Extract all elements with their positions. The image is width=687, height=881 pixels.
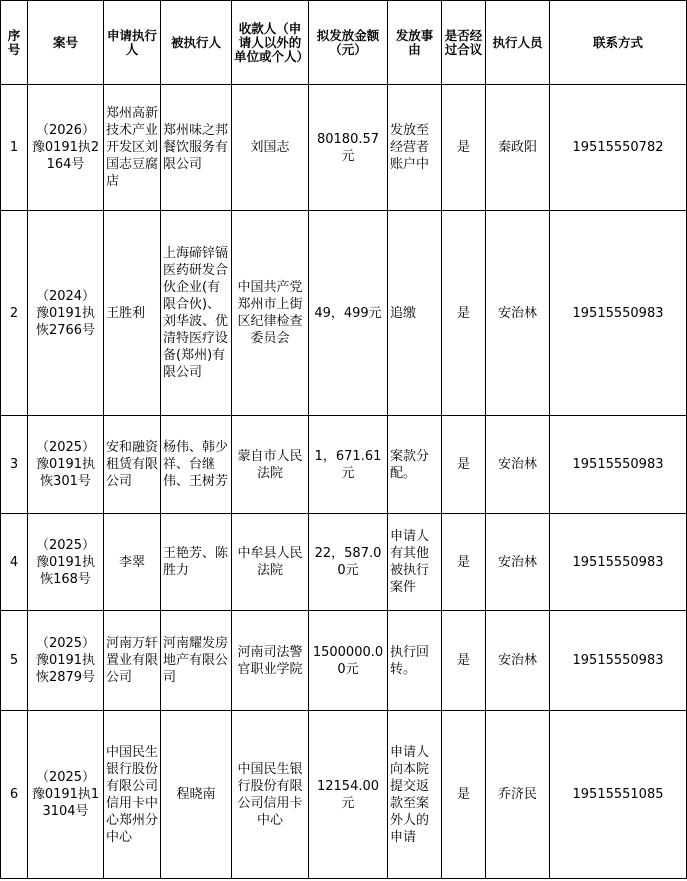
cell-seq: 5 xyxy=(1,611,28,711)
header-seq: 序号 xyxy=(1,1,28,85)
cell-officer: 安治林 xyxy=(486,514,550,611)
cell-respondent: 上海碲锌镉医药研发合伙企业(有限合伙)、刘华波、优清特医疗设备(郑州)有限公司 xyxy=(161,211,232,416)
cell-contact: 19515551085 xyxy=(550,711,687,879)
cell-payee: 中国民生银行股份有限公司信用卡中心 xyxy=(232,711,309,879)
cell-respondent: 程晓南 xyxy=(161,711,232,879)
cell-applicant: 郑州高新技术产业开发区刘国志豆腐店 xyxy=(104,85,161,211)
cell-amount: 12154.00元 xyxy=(309,711,388,879)
cell-meeting: 是 xyxy=(442,611,486,711)
header-reason: 发放事由 xyxy=(388,1,442,85)
cell-case-no: （2024）豫0191执恢2766号 xyxy=(28,211,104,416)
cell-seq: 6 xyxy=(1,711,28,879)
table-row xyxy=(1,211,687,416)
cell-contact: 19515550983 xyxy=(550,416,687,514)
cell-reason: 追缴 xyxy=(388,211,442,416)
cell-amount: 49，499元 xyxy=(309,211,388,416)
cell-payee: 中国共产党郑州市上街区纪律检查委员会 xyxy=(232,211,309,416)
cell-applicant: 河南万轩置业有限公司 xyxy=(104,611,161,711)
cell-payee: 刘国志 xyxy=(232,85,309,211)
cell-respondent: 杨伟、韩少祥、台继伟、王树芳 xyxy=(161,416,232,514)
cell-meeting: 是 xyxy=(442,416,486,514)
cell-payee: 河南司法警官职业学院 xyxy=(232,611,309,711)
cell-contact: 19515550983 xyxy=(550,611,687,711)
cell-amount: 80180.57元 xyxy=(309,85,388,211)
header-amount: 拟发放金额（元） xyxy=(309,1,388,85)
cell-meeting: 是 xyxy=(442,514,486,611)
table-row xyxy=(1,611,687,711)
cell-officer: 安治林 xyxy=(486,211,550,416)
cell-amount: 1，671.61元 xyxy=(309,416,388,514)
cell-seq: 3 xyxy=(1,416,28,514)
table-row xyxy=(1,514,687,611)
table-row xyxy=(1,85,687,211)
cell-meeting: 是 xyxy=(442,85,486,211)
cell-case-no: （2025）豫0191执恢2879号 xyxy=(28,611,104,711)
cell-officer: 安治林 xyxy=(486,416,550,514)
cell-contact: 19515550983 xyxy=(550,514,687,611)
cell-seq: 4 xyxy=(1,514,28,611)
cell-case-no: （2026）豫0191执2164号 xyxy=(28,85,104,211)
cell-reason: 发放至经营者账户中 xyxy=(388,85,442,211)
cell-applicant: 安和融资租赁有限公司 xyxy=(104,416,161,514)
cell-payee: 中牟县人民法院 xyxy=(232,514,309,611)
cell-amount: 1500000.00元 xyxy=(309,611,388,711)
header-applicant: 申请执行人 xyxy=(104,1,161,85)
header-payee: 收款人（申请人以外的单位或个人） xyxy=(232,1,309,85)
cell-meeting: 是 xyxy=(442,211,486,416)
cell-amount: 22，587.00元 xyxy=(309,514,388,611)
cell-respondent: 郑州味之邦餐饮服务有限公司 xyxy=(161,85,232,211)
cell-contact: 19515550782 xyxy=(550,85,687,211)
cell-seq: 2 xyxy=(1,211,28,416)
cell-applicant: 中国民生银行股份有限公司信用卡中心郑州分中心 xyxy=(104,711,161,879)
cell-applicant: 李翠 xyxy=(104,514,161,611)
cell-applicant: 王胜利 xyxy=(104,211,161,416)
cell-case-no: （2025）豫0191执13104号 xyxy=(28,711,104,879)
cell-reason: 案款分配。 xyxy=(388,416,442,514)
cell-case-no: （2025）豫0191执恢168号 xyxy=(28,514,104,611)
cell-respondent: 河南耀发房地产有限公司 xyxy=(161,611,232,711)
cell-payee: 蒙自市人民法院 xyxy=(232,416,309,514)
cell-reason: 执行回转。 xyxy=(388,611,442,711)
cell-respondent: 王艳芳、陈胜力 xyxy=(161,514,232,611)
cell-case-no: （2025）豫0191执恢301号 xyxy=(28,416,104,514)
cell-officer: 秦政阳 xyxy=(486,85,550,211)
table-row xyxy=(1,711,687,879)
header-row xyxy=(1,1,687,85)
cell-meeting: 是 xyxy=(442,711,486,879)
table-row xyxy=(1,416,687,514)
cell-reason: 申请人向本院提交返款至案外人的申请 xyxy=(388,711,442,879)
cell-reason: 申请人有其他被执行案件 xyxy=(388,514,442,611)
header-meeting: 是否经过合议 xyxy=(442,1,486,85)
cell-seq: 1 xyxy=(1,85,28,211)
cell-officer: 乔济民 xyxy=(486,711,550,879)
cell-officer: 安治林 xyxy=(486,611,550,711)
header-case-no: 案号 xyxy=(28,1,104,85)
cell-contact: 19515550983 xyxy=(550,211,687,416)
header-officer: 执行人员 xyxy=(486,1,550,85)
header-respondent: 被执行人 xyxy=(161,1,232,85)
header-contact: 联系方式 xyxy=(550,1,687,85)
